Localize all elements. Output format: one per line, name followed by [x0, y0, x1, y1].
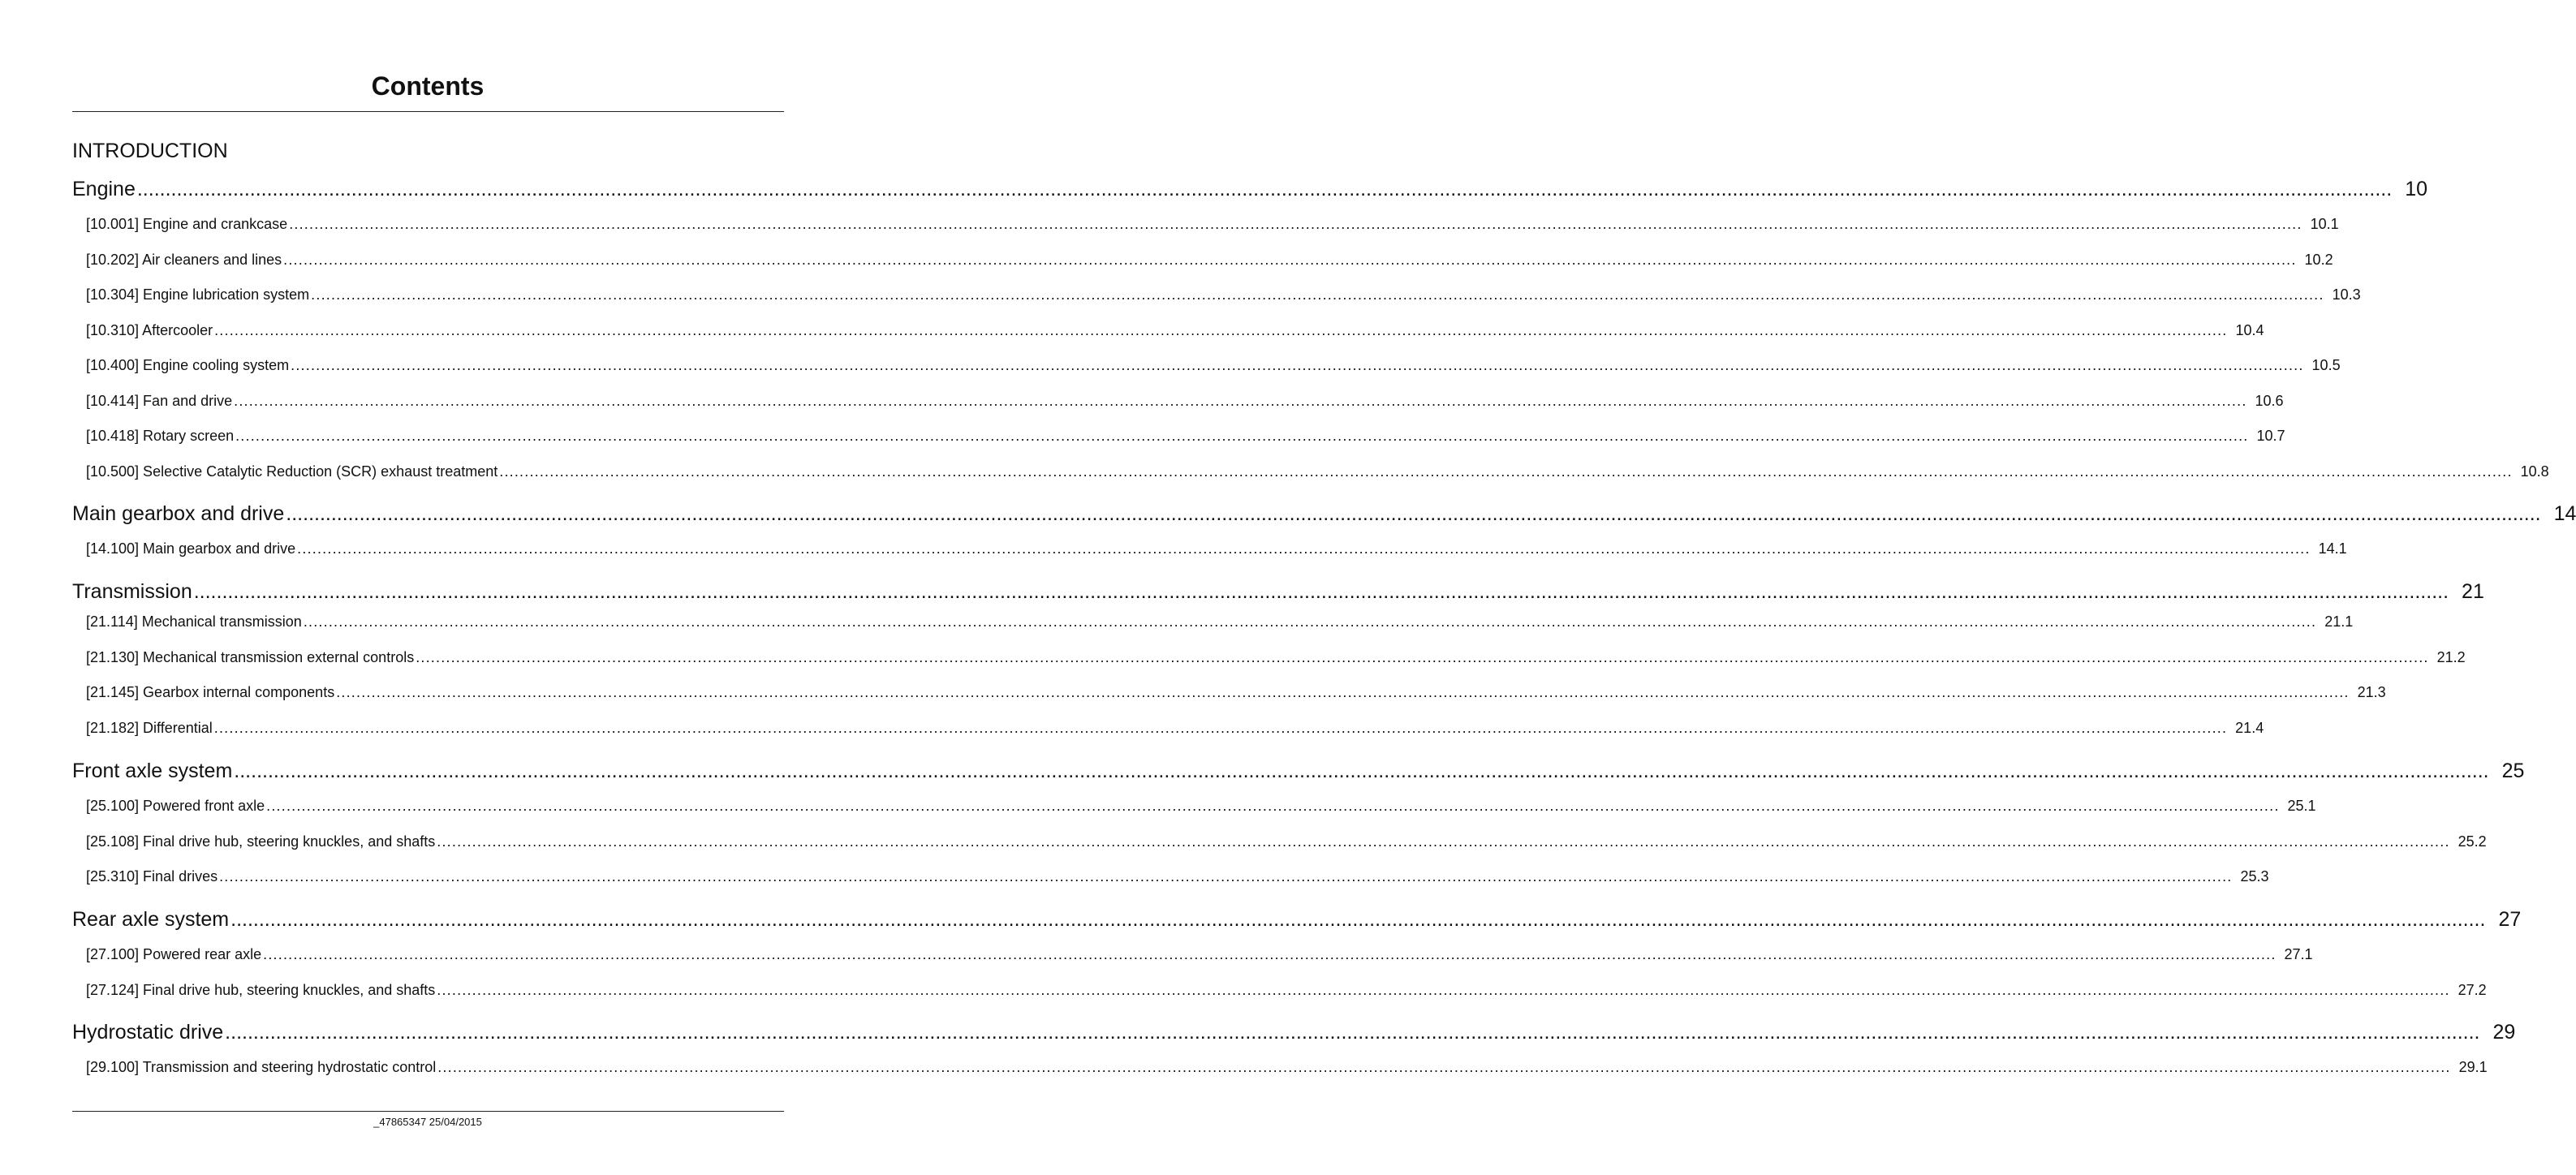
toc-section-entry[interactable] [86, 832, 2487, 851]
toc-section-entry[interactable] [86, 539, 2347, 558]
toc-chapter-entry-page-number: 21 [2462, 580, 2484, 603]
toc-section-entry-label: [27.100] Powered rear axle [86, 946, 262, 962]
dot-leader: ................................................................................................................................................................................................................................................................................................................................................................................................................ [289, 216, 2302, 232]
toc-section-entry-label: [10.400] Engine cooling system [86, 357, 290, 373]
dot-leader: ................................................................................................................................................................................................................................................................................................................................................................................................................ [225, 1021, 2480, 1044]
toc-section-entry-label: [10.418] Rotary screen [86, 428, 235, 444]
toc-section-entry-page-number: 27.2 [2458, 981, 2487, 998]
dot-leader: ................................................................................................................................................................................................................................................................................................................................................................................................................ [286, 502, 2541, 525]
toc-section-entry[interactable] [86, 250, 2333, 269]
toc-section-entry-page-number: 10.6 [2255, 392, 2284, 409]
toc-section-entry[interactable] [86, 648, 2466, 667]
dot-leader: ................................................................................................................................................................................................................................................................................................................................................................................................................ [235, 428, 2249, 444]
toc-section-entry-page-number: 10.3 [2332, 286, 2361, 303]
toc-chapter-entry-page-number: 14 [2553, 502, 2576, 525]
toc-section-entry-page-number: 10.1 [2310, 216, 2339, 232]
toc-section-entry-label: [27.124] Final drive hub, steering knuckles, and shafts [86, 981, 436, 998]
dot-leader: ................................................................................................................................................................................................................................................................................................................................................................................................................ [437, 981, 2450, 998]
toc-section-entry[interactable] [86, 426, 2285, 445]
dot-leader: ................................................................................................................................................................................................................................................................................................................................................................................................................ [311, 286, 2324, 303]
dot-leader: ................................................................................................................................................................................................................................................................................................................................................................................................................ [291, 357, 2304, 373]
toc-section-entry-label: [10.310] Aftercooler [86, 321, 213, 338]
toc-section-entry-page-number: 21.2 [2436, 648, 2466, 665]
toc-section-entry-page-number: 10.4 [2235, 321, 2264, 338]
toc-section-entry-label: [10.500] Selective Catalytic Reduction (SCR) exhaust treatment [86, 463, 498, 480]
toc-chapter-entry-label: Transmission [72, 580, 192, 603]
toc-section-entry-label: [21.182] Differential [86, 719, 213, 736]
toc-section-entry[interactable] [86, 462, 2549, 481]
toc-chapter-entry-label: Main gearbox and drive [72, 502, 285, 525]
toc-chapter-entry[interactable] [72, 579, 2484, 605]
dot-leader: ................................................................................................................................................................................................................................................................................................................................................................................................................ [234, 760, 2489, 782]
dot-leader: ................................................................................................................................................................................................................................................................................................................................................................................................................ [266, 798, 2280, 814]
dot-leader: ................................................................................................................................................................................................................................................................................................................................................................................................................ [213, 719, 2228, 736]
toc-section-entry[interactable] [86, 682, 2386, 702]
toc-introduction[interactable]: INTRODUCTION [72, 140, 228, 162]
toc-chapter-entry-label: Engine [72, 178, 136, 200]
page-title: Contents [371, 71, 485, 101]
toc-chapter-entry-label: Hydrostatic drive [72, 1021, 224, 1044]
toc-section-entry[interactable] [86, 718, 2264, 738]
toc-section-entry[interactable] [86, 945, 2313, 964]
toc-section-entry-label: [21.145] Gearbox internal components [86, 684, 335, 700]
toc-chapter-entry[interactable] [72, 906, 2522, 932]
dot-leader: ................................................................................................................................................................................................................................................................................................................................................................................................................ [437, 1059, 2451, 1075]
toc-chapter-entry-label: Rear axle system [72, 908, 230, 931]
toc-section-entry[interactable] [86, 1057, 2488, 1077]
toc-section-entry-label: [21.130] Mechanical transmission external controls [86, 648, 415, 665]
toc-section-entry-label: [25.310] Final drives [86, 868, 218, 884]
toc-chapter-entry[interactable] [72, 1019, 2516, 1045]
dot-leader: ................................................................................................................................................................................................................................................................................................................................................................................................................ [437, 833, 2450, 850]
dot-leader: ................................................................................................................................................................................................................................................................................................................................................................................................................ [303, 613, 2317, 630]
toc-section-entry[interactable] [86, 796, 2316, 816]
toc-section-entry-page-number: 10.8 [2520, 463, 2549, 480]
toc-chapter-entry[interactable] [72, 758, 2525, 784]
dot-leader: ................................................................................................................................................................................................................................................................................................................................................................................................................ [136, 178, 2393, 200]
toc-section-entry-page-number: 14.1 [2318, 540, 2347, 557]
toc-section-entry[interactable] [86, 867, 2269, 886]
toc-section-entry[interactable] [86, 980, 2487, 1000]
dot-leader: ................................................................................................................................................................................................................................................................................................................................................................................................................ [214, 321, 2228, 338]
toc-chapter-entry[interactable] [72, 501, 2576, 527]
dot-leader: ................................................................................................................................................................................................................................................................................................................................................................................................................ [336, 684, 2350, 700]
footer-divider [72, 1111, 784, 1112]
toc-section-entry-page-number: 21.1 [2324, 613, 2354, 630]
toc-chapter-entry-label: Front axle system [72, 760, 233, 782]
dot-leader: ................................................................................................................................................................................................................................................................................................................................................................................................................ [499, 463, 2513, 480]
toc-section-entry[interactable] [86, 391, 2284, 411]
dot-leader: ................................................................................................................................................................................................................................................................................................................................................................................................................ [283, 251, 2297, 268]
toc-section-entry[interactable] [86, 612, 2354, 631]
toc-section-entry-page-number: 27.1 [2284, 946, 2313, 962]
dot-leader: ................................................................................................................................................................................................................................................................................................................................................................................................................ [416, 648, 2429, 665]
toc-section-entry-page-number: 25.2 [2458, 833, 2487, 850]
toc-section-entry-label: [10.414] Fan and drive [86, 392, 233, 409]
toc-section-entry-page-number: 25.3 [2240, 868, 2269, 884]
toc-section-entry-page-number: 21.4 [2235, 719, 2264, 736]
toc-section-entry[interactable] [86, 355, 2341, 375]
dot-leader: ................................................................................................................................................................................................................................................................................................................................................................................................................ [230, 908, 2486, 931]
dot-leader: ................................................................................................................................................................................................................................................................................................................................................................................................................ [297, 540, 2311, 557]
toc-section-entry[interactable] [86, 214, 2339, 234]
toc-chapter-entry-page-number: 29 [2492, 1021, 2516, 1044]
dot-leader: ................................................................................................................................................................................................................................................................................................................................................................................................................ [193, 580, 2449, 603]
toc-section-entry-page-number: 10.2 [2304, 251, 2333, 268]
toc-section-entry-page-number: 29.1 [2458, 1059, 2488, 1075]
dot-leader: ................................................................................................................................................................................................................................................................................................................................................................................................................ [234, 392, 2247, 409]
toc-chapter-entry-page-number: 10 [2405, 178, 2427, 200]
toc-chapter-entry-page-number: 27 [2498, 908, 2522, 931]
toc-section-entry[interactable] [86, 321, 2264, 340]
dot-leader: ................................................................................................................................................................................................................................................................................................................................................................................................................ [219, 868, 2233, 884]
toc-section-entry-label: [10.304] Engine lubrication system [86, 286, 310, 303]
toc-section-entry-label: [29.100] Transmission and steering hydrostatic control [86, 1059, 437, 1075]
toc-section-entry-label: [21.114] Mechanical transmission [86, 613, 302, 630]
toc-chapter-entry[interactable] [72, 176, 2427, 202]
toc-section-entry-label: [14.100] Main gearbox and drive [86, 540, 296, 557]
toc-section-entry-page-number: 21.3 [2357, 684, 2386, 700]
footer-doc-id: _47865347 25/04/2015 [373, 1116, 482, 1128]
toc-section-entry-label: [10.202] Air cleaners and lines [86, 251, 282, 268]
toc-section-entry-page-number: 25.1 [2287, 798, 2316, 814]
toc-section-entry-page-number: 10.7 [2256, 428, 2285, 444]
toc-chapter-entry-page-number: 25 [2501, 760, 2525, 782]
toc-section-entry-label: [25.108] Final drive hub, steering knuckles, and shafts [86, 833, 436, 850]
dot-leader: ................................................................................................................................................................................................................................................................................................................................................................................................................ [263, 946, 2277, 962]
toc-section-entry-page-number: 10.5 [2311, 357, 2341, 373]
toc-section-entry-label: [25.100] Powered front axle [86, 798, 265, 814]
toc-section-entry[interactable] [86, 285, 2361, 304]
toc-section-entry-label: [10.001] Engine and crankcase [86, 216, 288, 232]
